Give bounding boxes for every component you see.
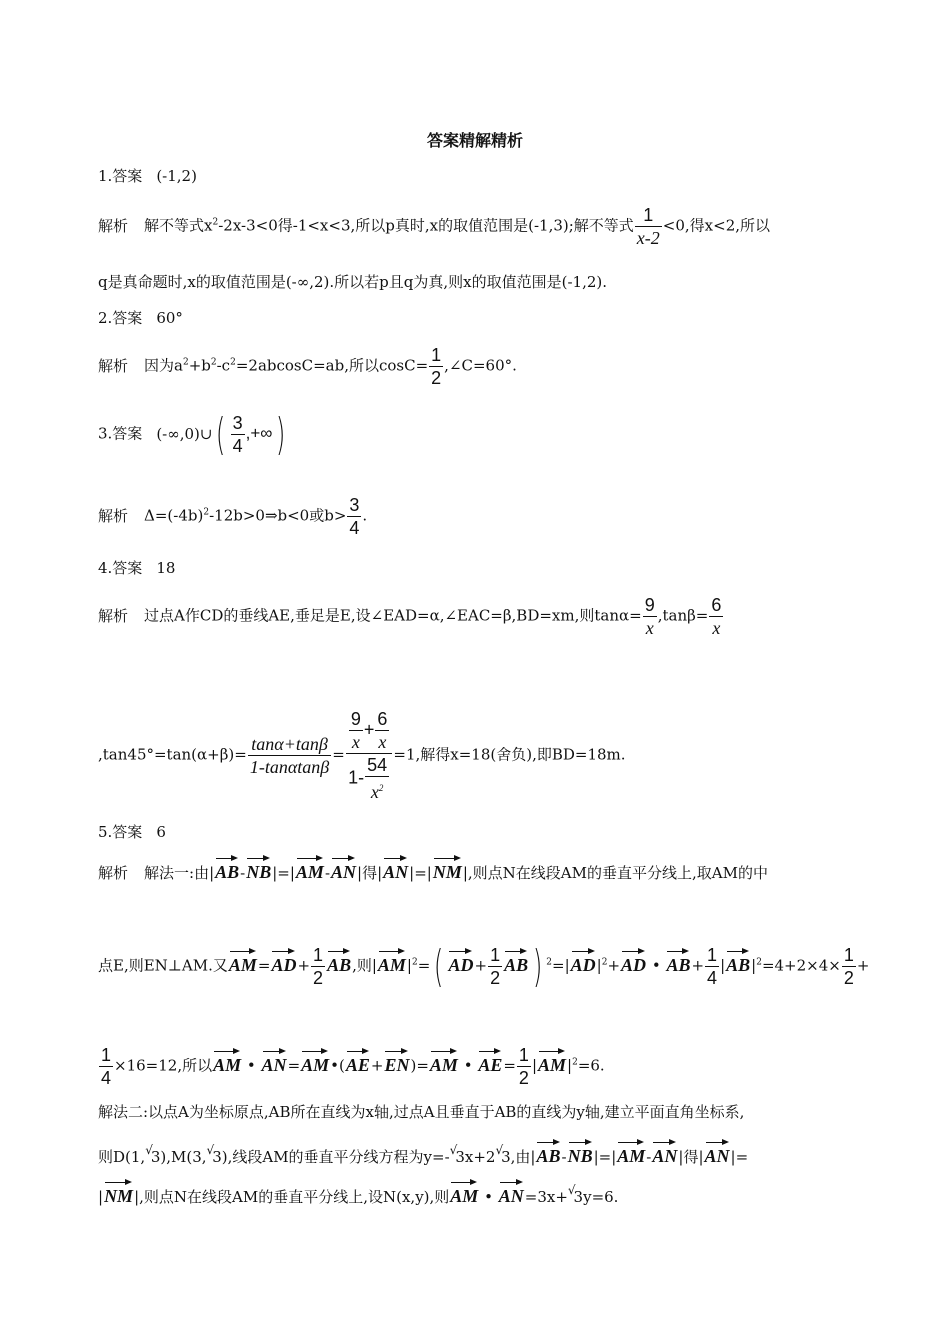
vector: AE	[346, 1049, 370, 1075]
superscript: 2	[546, 957, 552, 968]
vector: NB	[568, 1140, 593, 1166]
vector: AM	[378, 949, 406, 975]
vector: AB	[536, 1140, 560, 1166]
vector: AB	[504, 949, 528, 975]
superscript: 2	[756, 957, 762, 968]
fraction: $\frac{1}{4}$	[707, 945, 718, 988]
cube-root-symbol: √	[145, 1143, 153, 1157]
fraction: $\frac{1}{2}$	[518, 1045, 529, 1088]
analysis-label: 解析	[98, 864, 129, 882]
vector: AM	[538, 1049, 566, 1075]
vector: AD	[571, 949, 596, 975]
vector: AN	[331, 856, 356, 882]
compound-fraction: $\frac{9}{x}$ + $\frac{6}{x}$ 1- $\frac{54}{x^2}$	[346, 708, 393, 803]
cube-root-symbol: √	[449, 1143, 458, 1157]
q4-analysis-line-2: ,tan45°=tan(α+β)= $\frac{\tan\alpha+\tan\beta}{1-\tan\alpha\tan\beta}$ = $\frac{9}{x}$ + $\frac{6}{x}$ 1- $\frac{54}{x^2}$ =1,解得x=18(舍负),即BD=18m.	[98, 709, 626, 802]
vector: AE	[478, 1049, 502, 1075]
fraction: $\frac{9}{x}$	[350, 709, 361, 752]
q3-analysis: 解析 $\Delta=(-4b)^2-12b>0\Rightarrow b<0$或b> $\frac{3}{4}$ .	[98, 495, 368, 538]
fraction: $\frac{1}{2}$	[313, 945, 324, 988]
cube-root-symbol: √	[495, 1143, 504, 1157]
vector: AM	[296, 856, 324, 882]
vector: AN	[705, 1140, 730, 1166]
vector: NM	[433, 856, 462, 882]
analysis-label: 解析	[98, 506, 129, 525]
q2-answer: 2.答案 60°	[98, 309, 183, 327]
left-paren: (	[216, 408, 226, 460]
superscript: 2	[210, 357, 217, 368]
q4-answer: 4.答案 18	[98, 559, 176, 577]
q2-analysis: 解析 因为$a^2+b^2-c^2=2abcosC=ab$,所以cosC= $\frac{1}{2}$ ,∠C=60°.	[98, 345, 517, 388]
vector: AM	[617, 1140, 645, 1166]
vector: AD	[621, 949, 646, 975]
vector: AM	[301, 1049, 329, 1075]
fraction: $\frac{3}{4}$	[232, 413, 243, 456]
q5-method2-line-1: 解法二:以点A为坐标原点,AB所在直线为x轴,过点A且垂直于AB的直线为y轴,建立平面直角坐标系,	[98, 1103, 745, 1121]
q4-analysis-line-1: 解析 过点A作CD的垂线AE,垂足是E,设∠EAD=α,∠EAC=β,BD=xm,则tanα= $\frac{9}{x}$ ,tanβ= $\frac{6}{x}$	[98, 595, 722, 638]
superscript: 2	[230, 357, 236, 368]
superscript: 2	[572, 1057, 578, 1068]
fraction: $\frac{1}{2}$	[843, 945, 854, 988]
vector: AN	[383, 856, 408, 882]
q5-method1-line-1: 解析 解法一:由|AB-NB|=|AM-AN|得|AN|=|NM|,则点N在线段AM的垂直平分线上,取AM的中	[98, 856, 768, 883]
vector: AM	[430, 1049, 458, 1075]
q5-method2-line-2: 则D(1,√3),M(3,√3),线段AM的垂直平分线方程为y=-√3x+2√3,由|AB-NB|=|AM-AN|得|AN|=	[98, 1140, 748, 1167]
fraction: $\frac{9}{x}$	[644, 595, 655, 638]
fraction: $\frac{54}{x^2}$	[367, 755, 388, 802]
superscript: 2	[203, 507, 210, 518]
superscript: 2	[411, 957, 418, 968]
q5-method1-line-3: $\frac{1}{4}$ ×16=12,所以AM • AN=AM•(AE+EN)=AM • AE= $\frac{1}{2}$ $|AM|^2=6$.	[101, 1045, 605, 1088]
vector: AM	[213, 1049, 241, 1075]
fraction: $\frac{3}{4}$	[349, 495, 360, 538]
vector: AM	[450, 1180, 478, 1206]
vector: AM	[229, 949, 257, 975]
vector: AB	[726, 949, 750, 975]
fraction: $\frac{1}{4}$	[101, 1045, 112, 1088]
superscript: 2	[182, 357, 189, 368]
vector: NM	[104, 1180, 133, 1206]
vector: NB	[246, 856, 271, 882]
vector: AN	[499, 1180, 524, 1206]
page-title: 答案精解精析	[426, 131, 523, 150]
q1-analysis-line-1: 解析 解不等式$x^2-2x-3<0$得-1<x<3,所以p真时,x的取值范围是(-1,3);解不等式 $\frac{1}{x-2}$ <0,得x<2,所以	[98, 205, 771, 248]
vector: AB	[215, 856, 239, 882]
q1-answer-value: (-1,2)	[156, 167, 197, 185]
vector: AD	[271, 949, 296, 975]
vector: AN	[652, 1140, 677, 1166]
right-paren: )	[276, 408, 286, 460]
q5-method2-line-3: |NM|,则点N在线段AM的垂直平分线上,设N(x,y),则AM • AN=3x+√3y=6.	[98, 1180, 618, 1207]
fraction: $\frac{\tan\alpha+\tan\beta}{1-\tan\alpha\tan\beta}$	[249, 734, 330, 777]
vector: AD	[448, 949, 473, 975]
vector: AN	[262, 1049, 287, 1075]
cube-root-symbol: √	[206, 1143, 215, 1157]
q5-method1-line-2: 点E,则EN⊥AM.又AM=AD+ $\frac{1}{2}$ AB,则$|AM|^2=$( AD+ $\frac{1}{2}$ AB ) $^2=|AD|^2+AD$ • AB+ $\frac{1}{4}$ $|AB|^2=4+2\times 4\times$ $\frac{1}{2}$ +	[98, 940, 870, 992]
q1-analysis-line-2: q是真命题时,x的取值范围是(-∞,2).所以若p且q为真,则x的取值范围是(-1,2).	[98, 273, 608, 291]
fraction: $\frac{1}{x-2}$	[636, 205, 660, 248]
cube-root-symbol: √	[567, 1183, 576, 1197]
fraction: $\frac{1}{2}$	[431, 345, 442, 388]
analysis-label: 解析	[98, 216, 129, 235]
superscript: 2	[212, 217, 219, 228]
superscript: 2	[601, 957, 608, 968]
q5-answer: 5.答案 6	[98, 823, 166, 841]
q1-answer-label: 1.答案	[98, 167, 143, 185]
q1-answer	[98, 166, 197, 186]
analysis-label: 解析	[98, 606, 129, 625]
superscript: 2	[378, 783, 384, 793]
analysis-label: 解析	[98, 356, 129, 375]
fraction: $\frac{1}{2}$	[490, 945, 501, 988]
vector: AB	[666, 949, 690, 975]
vector: AB	[327, 949, 351, 975]
q3-answer: 3.答案 (-∞,0)∪( $\frac{3}{4}$ ,+∞)	[98, 408, 286, 460]
fraction: $\frac{6}{x}$	[377, 709, 388, 752]
fraction: $\frac{6}{x}$	[711, 595, 722, 638]
vector: EN	[384, 1049, 409, 1075]
